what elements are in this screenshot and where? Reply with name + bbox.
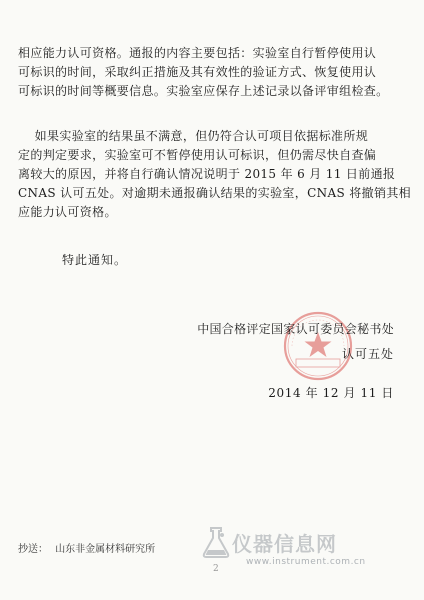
page-number: 2: [213, 564, 219, 574]
issuing-department: 认可五处: [341, 347, 394, 361]
cc-line: [18, 540, 159, 555]
issue-date: 2014 年 12 月 11 日: [268, 386, 394, 400]
text-line: CNAS 认可五处。对逾期未通报确认结果的实验室，CNAS 将撤销其相: [18, 186, 412, 200]
text-line: 如果实验室的结果虽不满意，但仍符合认可项目依据标准所规: [18, 129, 369, 143]
text-line: 可标识的时间，采取纠正措施及其有效性的验证方式、恢复使用认: [18, 65, 377, 79]
paragraph-2: [18, 127, 410, 222]
paragraph-1: [18, 44, 410, 101]
cc-label: 抄送：: [18, 544, 48, 555]
text-line: 定的判定要求，实验室可不暂停使用认可标识，但仍需尽快自查偏: [18, 148, 377, 162]
watermark-url: www.instrument.com.cn: [246, 557, 366, 567]
text-line: 离较大的原因，并将自行确认情况说明于 2015 年 6 月 11 日前通报: [18, 167, 396, 181]
text-line: 可标识的时间等概要信息。实验室应保存上述记录以备评审组检查。: [18, 84, 389, 98]
cc-recipient: 山东非金属材料研究所: [55, 544, 156, 555]
text-line: 应能力认可资格。: [18, 205, 117, 219]
flask-icon: [200, 525, 232, 559]
watermark: [200, 524, 337, 560]
watermark-text: 仪器信息网: [232, 531, 337, 556]
signature-block: [197, 320, 394, 403]
closing-notice: 特此通知。: [62, 253, 128, 267]
issuing-organization: 中国合格评定国家认可委员会秘书处: [197, 322, 394, 336]
text-line: 相应能力认可资格。通报的内容主要包括：实验室自行暂停使用认: [18, 46, 377, 60]
